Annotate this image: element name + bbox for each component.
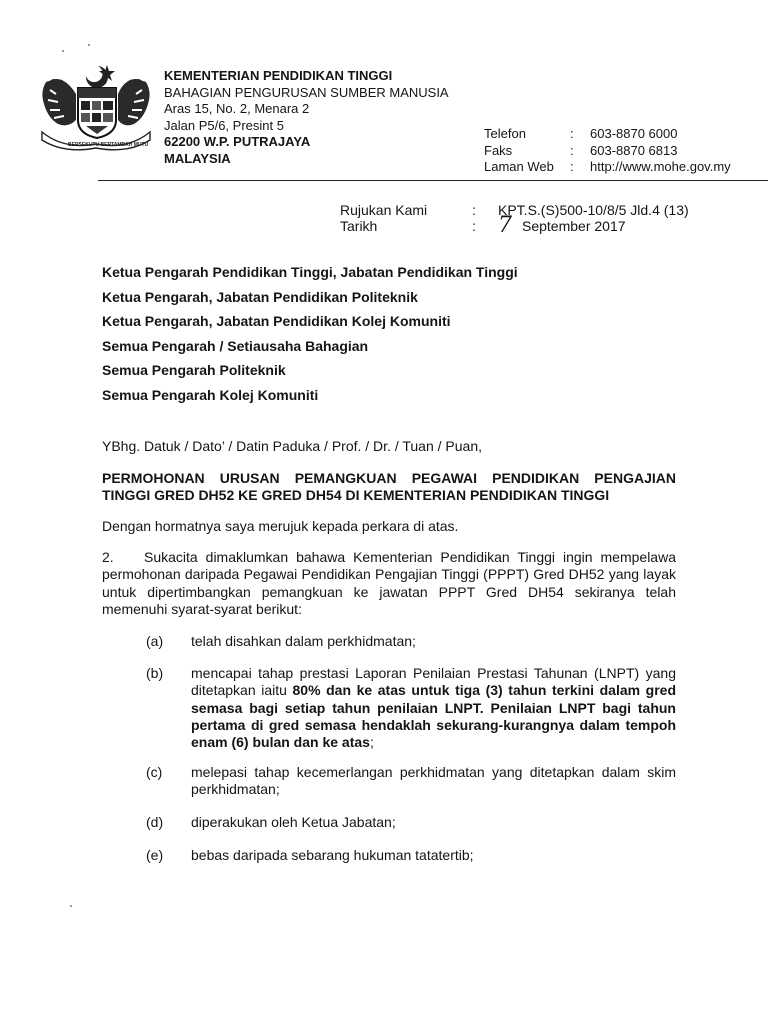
web-url: http://www.mohe.gov.my	[590, 159, 731, 174]
recipient-line: Semua Pengarah Kolej Komuniti	[102, 386, 319, 403]
scan-speck	[70, 905, 72, 907]
date-day-handwritten: 7	[498, 213, 512, 238]
date-row	[340, 213, 689, 238]
item-text-end: ;	[369, 734, 374, 751]
item-label: (a)	[146, 633, 164, 649]
fax-label: Faks	[484, 142, 513, 158]
item-text: telah disahkan dalam perkhidmatan;	[191, 633, 416, 649]
item-text: bebas daripada sebarang hukuman tatatertib;	[191, 847, 474, 863]
web-row	[484, 159, 731, 176]
condition-item-e	[146, 847, 676, 864]
colon: :	[570, 126, 574, 141]
colon: :	[570, 159, 574, 174]
item-text-plain: mencapai tahap prestasi Laporan Penilaian Prestasi Tahunan (LNPT) yang ditetapkan iaitu	[191, 665, 676, 699]
phone-row	[484, 126, 731, 143]
reference-row	[340, 202, 689, 218]
contact-details	[484, 126, 731, 176]
date-month-year: September 2017	[522, 218, 626, 234]
subject-heading	[102, 470, 676, 504]
condition-item-c	[146, 764, 676, 799]
item-label: (b)	[146, 665, 164, 681]
paragraph-text: Sukacita dimaklumkan bahawa Kementerian Pendidikan Tinggi ingin mempelawa permohonan daripada Pegawai Pendidikan Pengajian Tinggi (PPPT) Gred DH52 yang layak untuk dipertimbangkan pemangkuan ke jawatan PPPT Gred DH54 sekiranya telah memenuhi syarat-syarat berikut:	[102, 549, 676, 617]
recipient-list	[102, 264, 518, 412]
item-label: (e)	[146, 847, 164, 863]
fax-number: 603-8870 6813	[590, 142, 678, 158]
recipient-line: Semua Pengarah / Setiausaha Bahagian	[102, 337, 369, 354]
condition-item-d	[146, 814, 676, 831]
paragraph-2	[102, 549, 676, 618]
item-text: melepasi tahap kecemerlangan perkhidmatan yang ditetapkan dalam skim perkhidmatan;	[191, 764, 676, 798]
item-label: (d)	[146, 814, 164, 830]
subject-line-2: TINGGI GRED DH52 KE GRED DH54 DI KEMENTERIAN PENDIDIKAN TINGGI	[102, 487, 610, 503]
scan-speck	[62, 50, 64, 52]
country: MALAYSIA	[164, 150, 231, 166]
reference-label: Rujukan Kami	[340, 202, 428, 218]
item-text: diperakukan oleh Ketua Jabatan;	[191, 814, 396, 830]
reference-number: KPT.S.(S)500-10/8/5 Jld.4 (13)	[498, 202, 689, 218]
colon: :	[570, 142, 574, 158]
reference-block	[340, 202, 689, 238]
paragraph-number: 2.	[102, 549, 114, 565]
division-name: BAHAGIAN PENGURUSAN SUMBER MANUSIA	[164, 84, 449, 100]
phone-number: 603-8870 6000	[590, 126, 678, 141]
item-text-bold: 80% dan ke atas untuk tiga (3) tahun terkini dalam gred semasa bagi setiap tahun penilaian LNPT. Penilaian LNPT bagi tahun pertama di gred semasa hendaklah sekurang-kurangnya dalam tempoh enam (6) bulan dan ke atas	[191, 682, 677, 751]
colon: :	[472, 202, 476, 218]
recipient-line: Ketua Pengarah Pendidikan Tinggi, Jabatan Pendidikan Tinggi	[102, 264, 518, 280]
phone-label: Telefon	[484, 126, 526, 141]
condition-item-a	[146, 633, 676, 650]
ministry-name: KEMENTERIAN PENDIDIKAN TINGGI	[164, 68, 393, 83]
web-label: Laman Web	[484, 159, 554, 174]
letterhead-address	[164, 68, 449, 167]
address-line-1: Aras 15, No. 2, Menara 2	[164, 101, 310, 116]
date-label: Tarikh	[340, 218, 378, 234]
recipient-line: Ketua Pengarah, Jabatan Pendidikan Politeknik	[102, 288, 418, 305]
recipient-line: Ketua Pengarah, Jabatan Pendidikan Kolej Komuniti	[102, 313, 451, 330]
address-line-2: Jalan P5/6, Presint 5	[164, 117, 284, 133]
item-label: (c)	[146, 764, 163, 780]
recipient-line: Semua Pengarah Politeknik	[102, 362, 286, 379]
condition-item-b	[146, 665, 676, 751]
fax-row	[484, 143, 731, 160]
postcode-city: 62200 W.P. PUTRAJAYA	[164, 134, 311, 149]
malaysia-coat-of-arms-logo	[34, 60, 158, 152]
colon: :	[472, 218, 476, 234]
intro-paragraph: Dengan hormatnya saya merujuk kepada perkara di atas.	[102, 518, 459, 534]
svg-text:BERSEKUTU BERTAMBAH MUTU: BERSEKUTU BERTAMBAH MUTU	[68, 142, 149, 148]
item-text	[191, 665, 676, 751]
subject-line-1: PERMOHONAN URUSAN PEMANGKUAN PEGAWAI PENDIDIKAN PENGAJIAN	[102, 470, 676, 486]
salutation: YBhg. Datuk / Dato’ / Datin Paduka / Prof. / Dr. / Tuan / Puan,	[102, 438, 483, 454]
scan-speck	[88, 44, 90, 46]
header-divider	[98, 180, 768, 181]
